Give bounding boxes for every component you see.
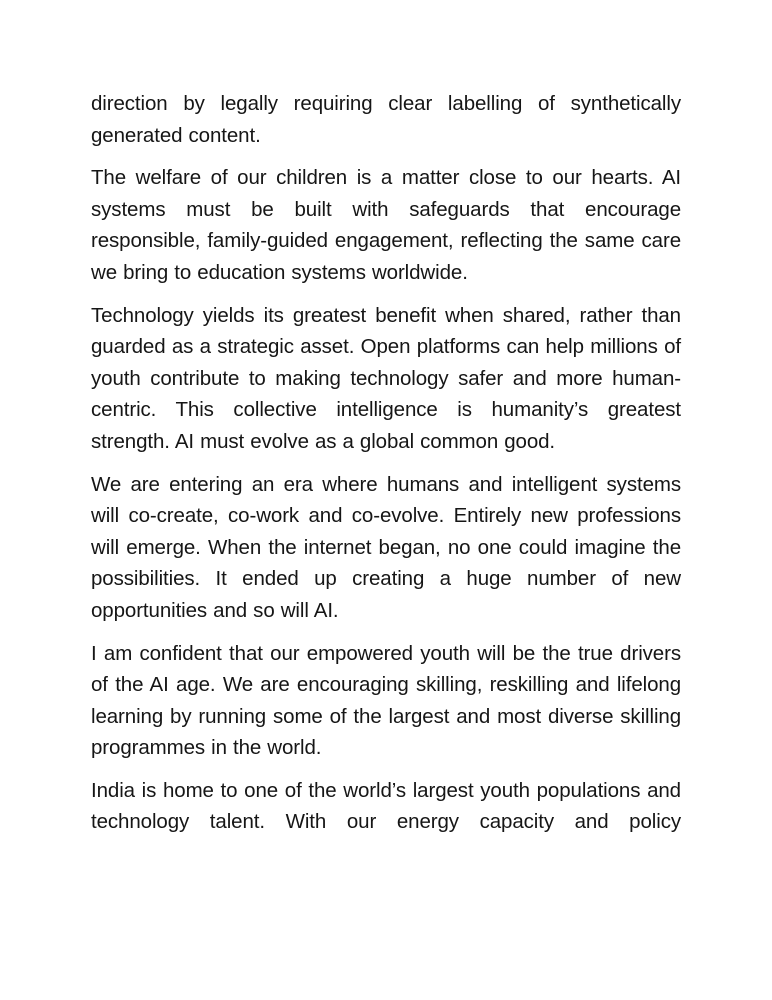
paragraph-new-era: We are entering an era where humans and intelligent systems will co-create, co-work and co-evolve. Entirely new professions will emerge. When the internet began, no one could imagine the possibilities. It ended up creating a huge number of new opportunities and so will AI. bbox=[91, 472, 681, 622]
document-page bbox=[91, 88, 681, 849]
paragraph-children-welfare: The welfare of our children is a matter close to our hearts. AI systems must be built with safeguards that encourage responsible, family-guided engagement, reflecting the same care we bring to education systems worldwide. bbox=[91, 166, 681, 284]
paragraph-shared-technology: Technology yields its greatest benefit when shared, rather than guarded as a strategic asset. Open platforms can help millions of youth contribute to making technology safer and more human-centric. This collective intelligence is humanity’s greatest strength. AI must evolve as a global common good. bbox=[91, 303, 681, 453]
paragraph-empowered-youth: I am confident that our empowered youth will be the true drivers of the AI age. We are encouraging skilling, reskilling and lifelong learning by running some of the largest and most diverse skilling programmes in the world. bbox=[91, 641, 681, 760]
paragraph-india-talent: India is home to one of the world’s largest youth populations and technology talent. With our energy capacity and policy bbox=[91, 778, 681, 834]
paragraph-labelling: direction by legally requiring clear labelling of synthetically generated content. bbox=[91, 92, 681, 147]
